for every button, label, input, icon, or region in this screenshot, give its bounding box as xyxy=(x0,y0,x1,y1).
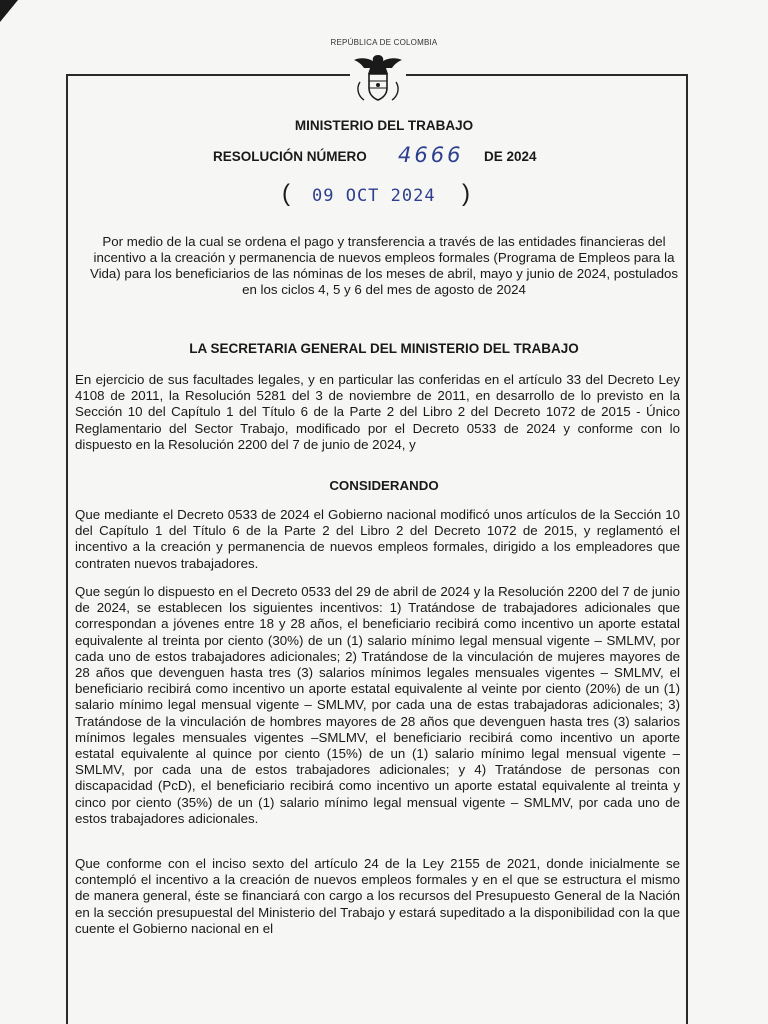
resolution-summary: Por medio de la cual se ordena el pago y transferencia a través de las entidades financieras del incentivo a la creación y permanencia de nuevos empleos formales (Programa de Empleos para la Vida) para los beneficiarios de las nóminas de los meses de abril, mayo y junio de 2024, postulados en los ciclos 4, 5 y 6 del mes de agosto de 2024 xyxy=(89,234,679,297)
considerando-heading: CONSIDERANDO xyxy=(329,478,439,493)
resolution-label: RESOLUCIÓN NÚMERO xyxy=(213,149,367,164)
resolution-number: 4666 xyxy=(398,143,464,167)
scan-corner-mark xyxy=(0,0,18,22)
date-stamp: 09 OCT 2024 xyxy=(312,186,436,206)
paragraph-1: Que mediante el Decreto 0533 de 2024 el Gobierno nacional modificó unos artículos de la Sección 10 del Capítulo 1 del Título 6 de la Parte 2 del Libro 2 del Decreto 1072 de 2015, y reglamentó el incentivo a la creación y permanencia de nuevos empleos formales, dirigido a los empleadores que contraten nuevos trabajadores. xyxy=(75,507,680,571)
republic-label: REPÚBLICA DE COLOMBIA xyxy=(330,38,438,47)
resolution-line xyxy=(0,143,768,171)
ministry-title: MINISTERIO DEL TRABAJO xyxy=(294,118,474,133)
paragraph-3: Que conforme con el inciso sexto del artículo 24 de la Ley 2155 de 2021, donde inicialmente se contempló el incentivo a la creación de nuevos empleos formales y en el que se estructura el mismo de manera general, éste se financiará con cargo a los recursos del Presupuesto General de la Nación en la sección presupuestal del Ministerio del Trabajo y estará supeditado a la disponibilidad con la que cuente el Gobierno nacional en el xyxy=(75,856,680,936)
paren-open: ( xyxy=(282,180,290,207)
date-line xyxy=(0,180,768,210)
resolution-year: DE 2024 xyxy=(484,149,537,164)
republic-header xyxy=(0,38,768,47)
preamble-paragraph: En ejercicio de sus facultades legales, y en particular las conferidas en el artículo 33 del Decreto Ley 4108 de 2011, la Resolución 5281 del 3 de noviembre de 2011, en desarrollo de lo previsto en la Sección 10 del Capítulo 1 del Título 6 de la Parte 2 del Libro 2 del Decreto 1072 de 2015 - Único Reglamentario del Sector Trabajo, modificado por el Decreto 0533 de 2024 y conforme con lo dispuesto en la Resolución 2200 del 7 de junio de 2024, y xyxy=(75,372,680,452)
authority-heading: LA SECRETARIA GENERAL DEL MINISTERIO DEL TRABAJO xyxy=(189,341,579,356)
paragraph-2: Que según lo dispuesto en el Decreto 0533 del 29 de abril de 2024 y la Resolución 2200 del 7 de junio de 2024, se establecen los siguientes incentivos: 1) Tratándose de trabajadores adicionales que correspondan a jóvenes entre 18 y 28 años, el beneficiario recibirá como incentivo un aporte estatal equivalente al treinta por ciento (30%) de un (1) salario mínimo legal mensual vigente – SMLMV, por cada uno de estos trabajadores adicionales; 2) Tratándose de la vinculación de mujeres mayores de 28 años que devenguen hasta tres (3) salarios mínimos legales mensuales vigentes – SMLMV, el beneficiario recibirá como incentivo un aporte estatal equivalente al veinte por ciento (20%) de un (1) salario mínimo legal mensual vigente – SMLMV, por cada una de estas trabajadoras adicionales; 3) Tratándose de la vinculación de hombres mayores de 28 años que devenguen hasta tres (3) salarios mínimos legales mensuales vigentes –SMLMV, el beneficiario recibirá como incentivo un aporte estatal equivalente al quince por ciento (15%) de un (1) salario mínimo legal mensual vigente – SMLMV, por cada una de estos trabajadores adicionales; y 4) Tratándose de personas con discapacidad (PcD), el beneficiario recibirá como incentivo un aporte estatal equivalente al treinta y cinco por ciento (35%) de un (1) salario mínimo legal mensual vigente – SMLMV, por cada uno de estos trabajadores adicionales. xyxy=(75,584,680,826)
paren-close: ) xyxy=(462,180,470,207)
coat-of-arms-icon xyxy=(350,52,406,104)
